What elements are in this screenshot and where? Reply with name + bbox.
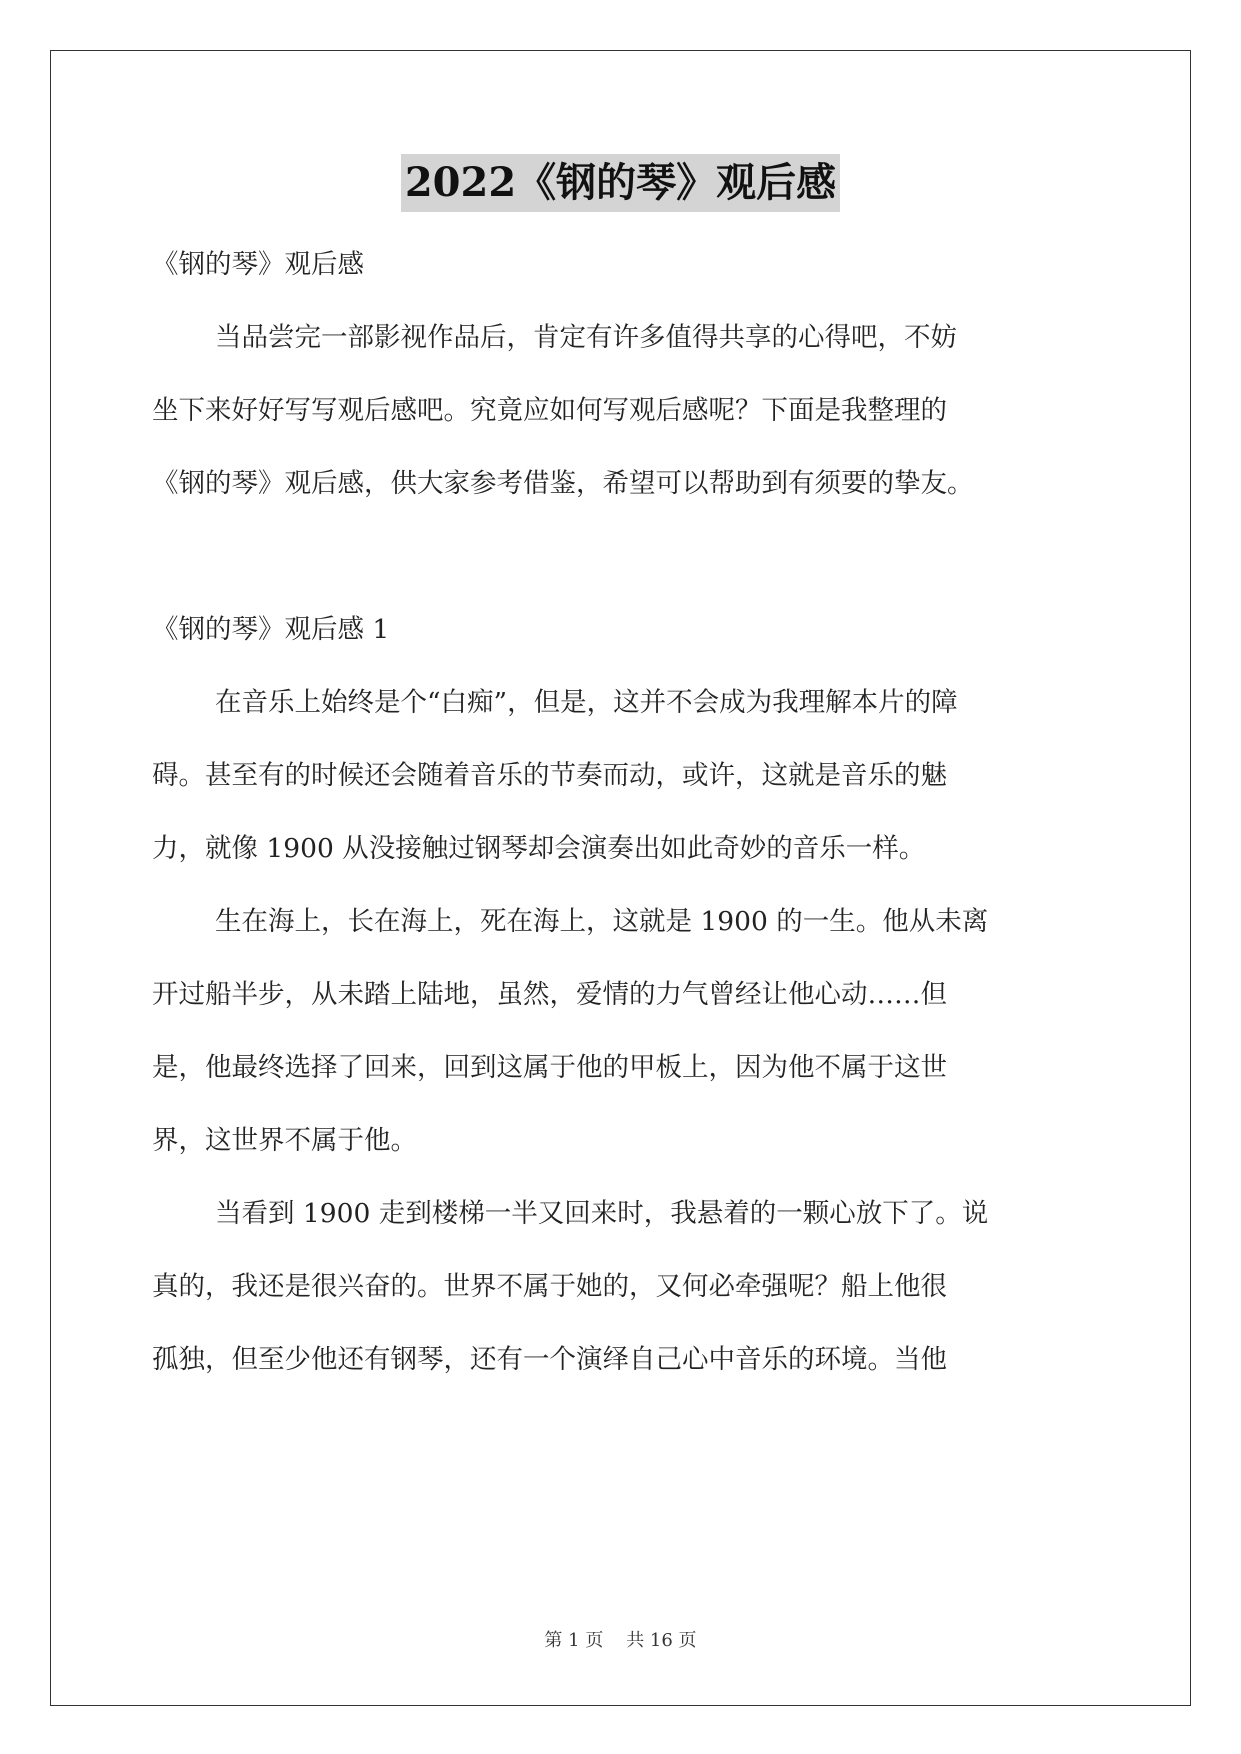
paragraph-line: 生在海上，长在海上，死在海上，这就是 1900 的一生。他从未离 xyxy=(215,906,989,937)
paragraph-line: 真的，我还是很兴奋的。世界不属于她的，又何必牵强呢？船上他很 xyxy=(152,1271,947,1302)
section-heading: 《钢的琴》观后感 xyxy=(152,249,364,280)
paragraph-line: 开过船半步，从未踏上陆地，虽然，爱情的力气曾经让他心动……但 xyxy=(152,979,947,1010)
title-container xyxy=(0,154,1241,212)
paragraph-line: 《钢的琴》观后感，供大家参考借鉴，希望可以帮助到有须要的挚友。 xyxy=(152,468,974,499)
page-footer xyxy=(0,1629,1241,1653)
paragraph-line: 孤独，但至少他还有钢琴，还有一个演绎自己心中音乐的环境。当他 xyxy=(152,1344,947,1375)
paragraph-line: 坐下来好好写写观后感吧。究竟应如何写观后感呢？下面是我整理的 xyxy=(152,395,947,426)
paragraph-line: 力，就像 1900 从没接触过钢琴却会演奏出如此奇妙的音乐一样。 xyxy=(152,833,926,864)
paragraph-line: 当品尝完一部影视作品后，肯定有许多值得共享的心得吧，不妨 xyxy=(215,322,957,353)
paragraph-line: 界，这世界不属于他。 xyxy=(152,1125,417,1156)
page-number: 第 1 页 共 16 页 xyxy=(544,1630,697,1651)
paragraph-line: 在音乐上始终是个“白痴”，但是，这并不会成为我理解本片的障 xyxy=(215,687,958,718)
document-title: 2022《钢的琴》观后感 xyxy=(401,154,840,212)
paragraph-line: 当看到 1900 走到楼梯一半又回来时，我悬着的一颗心放下了。说 xyxy=(215,1198,989,1229)
paragraph-line: 碍。甚至有的时候还会随着音乐的节奏而动，或许，这就是音乐的魅 xyxy=(152,760,947,791)
section-heading: 《钢的琴》观后感 1 xyxy=(152,614,390,645)
page-border xyxy=(50,50,1191,1706)
paragraph-line: 是，他最终选择了回来，回到这属于他的甲板上，因为他不属于这世 xyxy=(152,1052,947,1083)
